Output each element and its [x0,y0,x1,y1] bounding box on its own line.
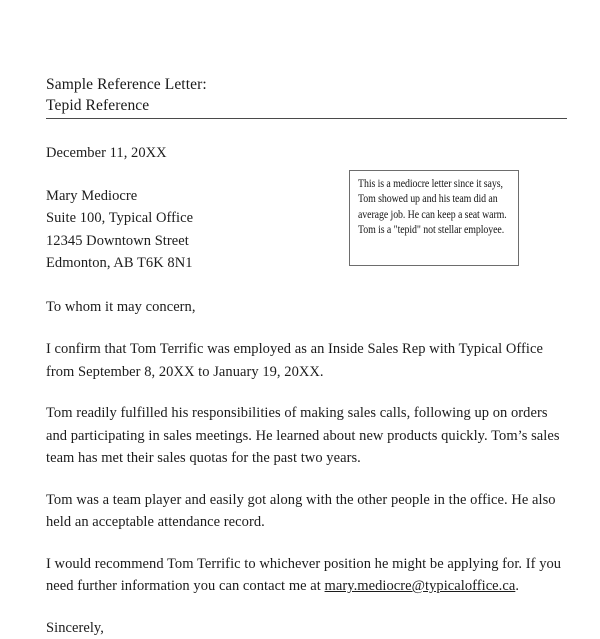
paragraph-employment: I confirm that Tom Terrific was employed as an Inside Sales Rep with Typical Office from September 8, 20XX to January 19, 20XX. [46,338,567,383]
annotation-callout-box [349,170,519,266]
annotation-callout-text: This is a mediocre letter since it says, Tom showed up and his team did an average job. He can keep a seat warm. Tom is a "tepid" not stellar employee. [358,177,511,239]
recommendation-text-after-email: . [515,578,519,594]
title-divider [46,118,567,119]
recipient-address-line-4: Edmonton, AB T6K 8N1 [46,252,567,275]
letter-date: December 11, 20XX [46,142,567,165]
contact-email-link[interactable]: mary.mediocre@typicaloffice.ca [325,578,516,594]
recipient-address-line-3: 12345 Downtown Street [46,230,567,253]
recipient-name: Mary Mediocre [46,185,567,208]
paragraph-recommendation [46,553,567,598]
title-line-1: Sample Reference Letter: [46,74,568,95]
paragraph-responsibilities: Tom readily fulfilled his responsibilities of making sales calls, following up on orders and participating in sales meetings. He learned about new products quickly. Tom’s sales team has met their sales quotas for the past two years. [46,402,567,470]
paragraph-teamwork: Tom was a team player and easily got along with the other people in the office. He also held an acceptable attendance record. [46,489,567,534]
title-line-2: Tepid Reference [46,95,568,116]
document-title [46,74,568,116]
recommendation-text-before-email: I would recommend Tom Terrific to whichever position he might be applying for. If you need further information you can contact me at [46,556,561,595]
recipient-address-line-2: Suite 100, Typical Office [46,207,567,230]
sign-off: Sincerely, [46,617,567,639]
salutation: To whom it may concern, [46,296,567,319]
